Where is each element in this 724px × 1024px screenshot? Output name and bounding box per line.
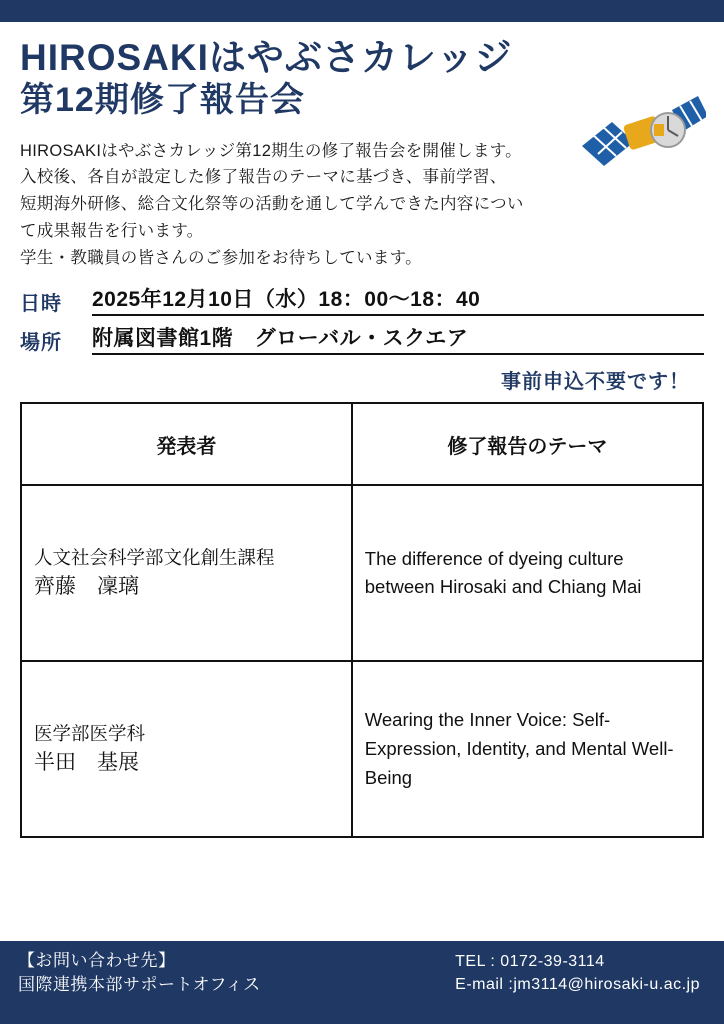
contact-tel: TEL : 0172-39-3114 bbox=[455, 953, 605, 971]
title-line-1: HIROSAKIはやぶさカレッジ bbox=[20, 37, 513, 78]
top-accent-bar bbox=[0, 0, 724, 22]
place-value: 附属図書館1階 グローバル・スクエア bbox=[92, 322, 704, 355]
intro-paragraph-4: て成果報告を行います。 bbox=[20, 221, 204, 240]
theme-text: The difference of dyeing culture between Hirosaki and Chiang Mai bbox=[364, 547, 642, 598]
theme-text: Wearing the Inner Voice: Self-Expression, Identity, and Mental Well-Being bbox=[364, 709, 674, 788]
presenter-cell bbox=[21, 661, 352, 837]
contact-footer bbox=[0, 941, 724, 1008]
title-line-2: 第12期修了報告会 bbox=[20, 80, 305, 119]
no-reservation-note: 事前申込不要です！ bbox=[501, 371, 690, 394]
intro-paragraph-5: 学生・教職員の皆さんのご参加をお待ちしています。 bbox=[20, 248, 422, 267]
event-details bbox=[20, 283, 704, 355]
contact-heading: 【お問い合わせ先】 bbox=[18, 950, 176, 970]
place-label: 場所 bbox=[20, 332, 62, 355]
contact-left bbox=[18, 949, 261, 998]
table-row bbox=[21, 485, 703, 661]
presenter-affiliation: 医学部医学科 bbox=[34, 722, 146, 744]
intro-paragraph-2: 入校後、各自が設定した修了報告のテーマに基づき、事前学習、 bbox=[20, 168, 507, 187]
table-row bbox=[21, 661, 703, 837]
presenter-name: 半田 基展 bbox=[34, 751, 139, 775]
datetime-label: 日時 bbox=[20, 293, 62, 316]
theme-cell bbox=[352, 485, 703, 661]
datetime-row bbox=[20, 283, 704, 316]
page-title bbox=[20, 36, 704, 120]
datetime-value: 2025年12月10日（水）18：00～18：40 bbox=[92, 283, 704, 316]
contact-right bbox=[455, 950, 706, 996]
presenter-cell bbox=[21, 485, 352, 661]
presenter-info bbox=[34, 544, 339, 603]
column-header-theme: 修了報告のテーマ bbox=[352, 403, 703, 485]
intro-paragraph-1: HIROSAKIはやぶさカレッジ第12期生の修了報告会を開催します。 bbox=[20, 141, 522, 160]
bottom-accent-bar bbox=[0, 1008, 724, 1024]
column-header-presenter: 発表者 bbox=[21, 403, 352, 485]
presenter-affiliation: 人文社会科学部文化創生課程 bbox=[34, 546, 275, 568]
table-header-row bbox=[21, 403, 703, 485]
place-row bbox=[20, 322, 704, 355]
contact-office: 国際連携本部サポートオフィス bbox=[18, 975, 261, 995]
presenter-name: 齊藤 凜璃 bbox=[34, 575, 139, 599]
presentation-table bbox=[20, 402, 704, 838]
theme-cell bbox=[352, 661, 703, 837]
contact-email: E-mail :jm3114@hirosaki-u.ac.jp bbox=[455, 976, 700, 994]
intro-paragraph-3: 短期海外研修、総合文化祭等の活動を通して学んできた内容につい bbox=[20, 195, 524, 214]
poster-content bbox=[0, 22, 724, 941]
presenter-info bbox=[34, 720, 339, 779]
